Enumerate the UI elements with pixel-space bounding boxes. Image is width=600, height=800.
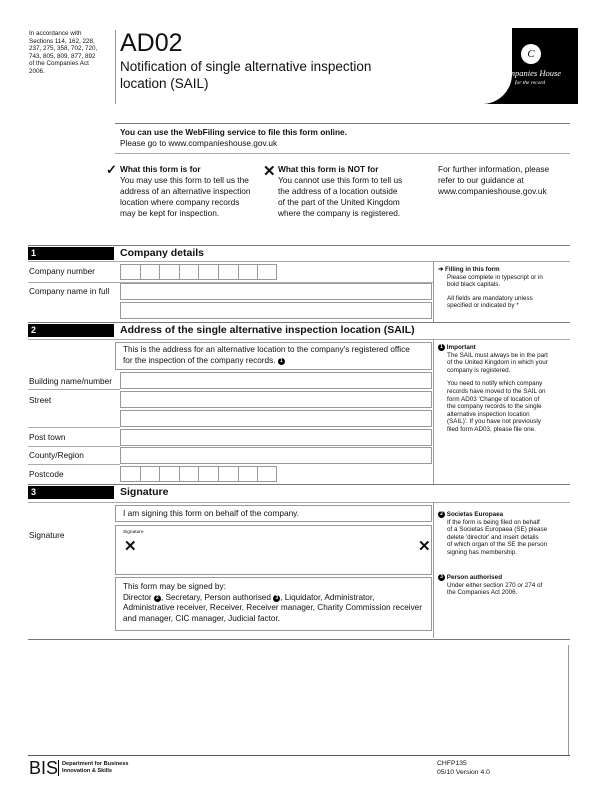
sign-here-right-icon: ✕ (418, 538, 431, 555)
sail-intro-box: This is the address for an alternative location to the company's registered office for the inspection of the company records. 1 (115, 342, 432, 370)
company-number-label: Company number (29, 266, 95, 276)
postcode-label: Postcode (29, 469, 64, 479)
form-code: AD02 (120, 29, 183, 57)
societas-europaea-note: 2 Societas Europaea If the form is being filed on behalf of a Societas Europaea (SE) please delete 'director' and insert details of which organ of the SE the person signing has membership. (438, 511, 547, 557)
signatories-box: This form may be signed by: Director 2 , Secretary, Person authorised 3 , Liquidator, Administrator, Administrative receiver, Receiver, Receiver manager, Charity Commission receiver and manager, CIC manager, Judicial factor. (115, 577, 432, 631)
company-name-input[interactable] (120, 283, 432, 300)
county-input[interactable] (120, 447, 432, 464)
person-authorised-note: 3 Person authorised Under either section 270 or 274 of the Companies Act 2006. (438, 574, 542, 597)
section-3-title: Signature (120, 486, 169, 498)
street-input[interactable] (120, 391, 432, 408)
note-2-icon: 2 (438, 511, 445, 518)
note-1-icon: 1 (438, 344, 445, 351)
tick-icon: ✓ (106, 162, 117, 177)
further-information: For further information, please refer to our guidance at www.companieshouse.gov.uk (438, 164, 550, 196)
department-name: Department for Business Innovation & Skills (62, 761, 129, 774)
header-divider (115, 30, 116, 104)
what-form-is-not-for: What this form is NOT for You cannot use this form to tell us the address of a location outside of the part of the United Kingdom where the company is registered. (278, 164, 403, 218)
webfiling-notice: You can use the WebFiling service to file this form online. Please go to www.companieshouse.gov.uk (120, 127, 347, 148)
companies-house-logo: C Companies House for the record (482, 28, 578, 104)
section-1-title: Company details (120, 247, 205, 259)
post-town-input[interactable] (120, 429, 432, 446)
sign-here-left-icon: ✕ (124, 538, 137, 555)
cross-icon: ✕ (263, 163, 276, 180)
form-title: Notification of single alternative inspection location (SAIL) (120, 59, 372, 91)
note-2-bullet-icon: 2 (154, 595, 161, 602)
company-name-input-line-2[interactable] (120, 302, 432, 319)
building-input[interactable] (120, 372, 432, 389)
post-town-label: Post town (29, 432, 66, 442)
building-label: Building name/number (29, 376, 113, 386)
section-2-number: 2 (28, 324, 114, 337)
company-number-input[interactable] (120, 264, 277, 280)
section-1-number: 1 (28, 247, 114, 260)
postcode-input[interactable] (120, 466, 277, 482)
crest-icon: C (521, 44, 541, 64)
form-version: CHFP135 05/10 Version 4.0 (437, 760, 490, 776)
bis-logo: BIS (29, 758, 59, 778)
important-note: 1 Important The SAIL must always be in the part of the United Kingdom in which your company is registered. You need to notify which company records have moved to the SAIL on form AD03 'Change of location of the company records to the single alternative inspection location (SAIL)'. If you have not previously filed form AD03, please file one. (438, 344, 548, 434)
signature-label: Signature (29, 530, 65, 540)
county-label: County/Region (29, 450, 84, 460)
legal-reference: In accordance with Sections 114, 162, 228, 237, 275, 358, 702, 720, 743, 805, 809, 877, 892 of the Companies Act 2006. (29, 30, 98, 75)
note-3-icon: 3 (438, 574, 445, 581)
note-3-bullet-icon: 3 (273, 595, 280, 602)
note-1-bullet-icon: 1 (278, 358, 285, 365)
street-label: Street (29, 395, 52, 405)
signature-field[interactable]: Signature ✕ ✕ (115, 525, 432, 575)
what-form-is-for: What this form is for You may use this form to tell us the address of an alternative inspection location where company records may be kept for inspection. (120, 164, 251, 218)
company-name-label: Company name in full (29, 286, 110, 296)
signing-statement-box: I am signing this form on behalf of the company. (115, 505, 432, 522)
filling-in-note: ➜ Filling in this form Please complete in typescript or in bold black capitals. All fields are mandatory unless specified or indicated by * (438, 266, 543, 310)
section-2-title: Address of the single alternative inspection location (SAIL) (120, 324, 415, 336)
section-3-number: 3 (28, 486, 114, 499)
street-input-line-2[interactable] (120, 410, 432, 427)
arrow-icon: ➜ (438, 266, 444, 273)
